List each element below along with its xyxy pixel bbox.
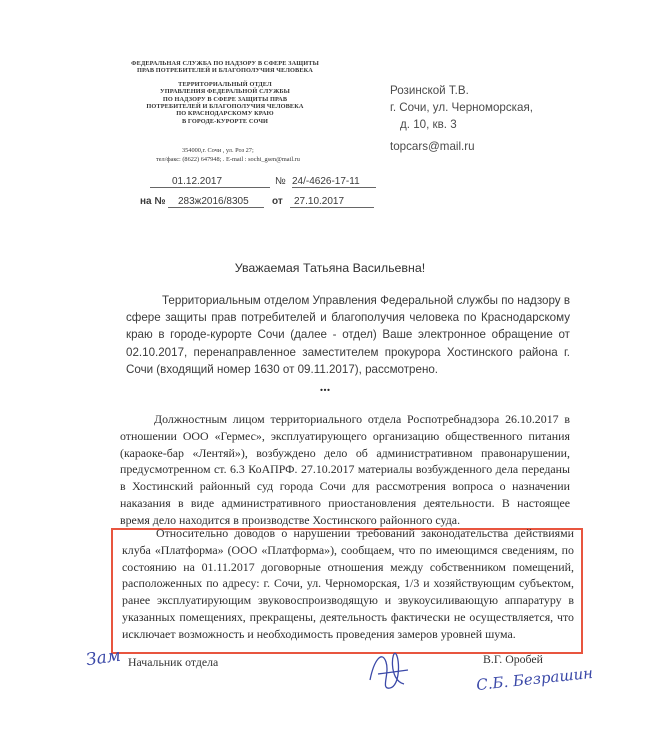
incoming-number: 283ж2016/8305 — [168, 196, 264, 208]
paragraph-platforma: Относительно доводов о нарушении требований законодательства действиями клуба «Платформа» (ООО «Платформа»), сообщаем, что по имеющимся сведениям, по состоянию на 01.11.2017 договорные отношения между собственником помещений, расположенных по адресу: г. Сочи, ул. Черноморская, 1/3 и хозяйствующим субъектом, ранее эксплуатирующим звуковоспроизводящую и звукоусиливающую аппаратуру в указанных помещениях, прекращены, деятельность фактически не осуществляется, что исключает возможность и необходимость проведения замеров уровней шума. — [122, 526, 574, 641]
recipient-email: topcars@mail.ru — [390, 140, 475, 153]
greeting: Уважаемая Татьяна Васильевна! — [234, 261, 426, 275]
outgoing-number: 24/-4626-17-11 — [292, 176, 376, 188]
omission-marker: ... — [319, 380, 331, 395]
letterhead-line: В ГОРОДЕ-КУРОРТЕ СОЧИ — [181, 117, 269, 125]
letterhead-line: ПО НАДЗОРУ В СФЕРЕ ЗАЩИТЫ ПРАВ — [162, 95, 288, 103]
letterhead-address: 354000,г. Сочи , ул. Роз 27; — [182, 147, 254, 154]
recipient-name: Розинской Т.В. — [390, 84, 469, 97]
signatory-title: Начальник отдела — [128, 655, 219, 669]
signature-scribble — [360, 640, 420, 700]
paragraph-germes: Должностным лицом территориального отдела Роспотребнадзора 26.10.2017 в отношении ООО «Гермес», эксплуатирующего организацию общественного питания (караоке-бар «Лентяй»), возбуждено дело об административном правонарушении, предусмотренном ст. 6.3 КоАПРФ. 27.10.2017 материалы возбужденного дела переданы в Хостинский районный суд города Сочи для рассмотрения вопроса о назначении наказания в виде административного приостановления деятельности. В настоящее время дело находится в производстве Хостинского районного суда. — [120, 412, 570, 527]
letterhead-line: УПРАВЛЕНИЯ ФЕДЕРАЛЬНОЙ СЛУЖБЫ — [160, 88, 290, 96]
number-symbol: № — [275, 176, 286, 187]
recipient-block — [390, 82, 533, 133]
letterhead-line: ТЕРРИТОРИАЛЬНЫЙ ОТДЕЛ — [178, 80, 272, 88]
letterhead-line: ПРАВ ПОТРЕБИТЕЛЕЙ И БЛАГОПОЛУЧИЯ ЧЕЛОВЕКА — [137, 67, 313, 75]
handwritten-deputy-mark: Зам — [84, 645, 123, 671]
letterhead — [105, 60, 345, 125]
paragraph-intro: Территориальным отделом Управления Федеральной службы по надзору в сфере защиты прав потребителей и благополучия человека по Краснодарскому краю в городе-курорте Сочи (далее - отдел) Ваше электронное обращение от 02.10.2017, перенаправленное заместителем прокурора Хостинского района г. Сочи (входящий номер 1630 от 09.11.2017), рассмотрено. — [126, 294, 570, 376]
letterhead-line: ПОТРЕБИТЕЛЕЙ И БЛАГОПОЛУЧИЯ ЧЕЛОВЕКА — [146, 103, 304, 111]
incoming-date: 27.10.2017 — [290, 196, 374, 208]
on-number-label: на № — [140, 196, 166, 207]
recipient-house: д. 10, кв. 3 — [400, 118, 457, 131]
letterhead-line: ПО КРАСНОДАРСКОМУ КРАЮ — [176, 110, 274, 118]
letterhead-line: ФЕДЕРАЛЬНАЯ СЛУЖБА ПО НАДЗОРУ В СФЕРЕ ЗАЩИТЫ — [131, 60, 319, 67]
handwritten-signatory-name: С.Б. Безрашин — [475, 663, 594, 695]
recipient-street: г. Сочи, ул. Черноморская, — [390, 101, 533, 114]
from-label: от — [272, 196, 283, 207]
letterhead-contacts: тел/факс: (8622) 647948; . E-mail : sochi_gsen@mail.ru — [156, 156, 300, 163]
signatory-name: В.Г. Оробей — [483, 652, 543, 666]
outgoing-date: 01.12.2017 — [150, 176, 270, 188]
